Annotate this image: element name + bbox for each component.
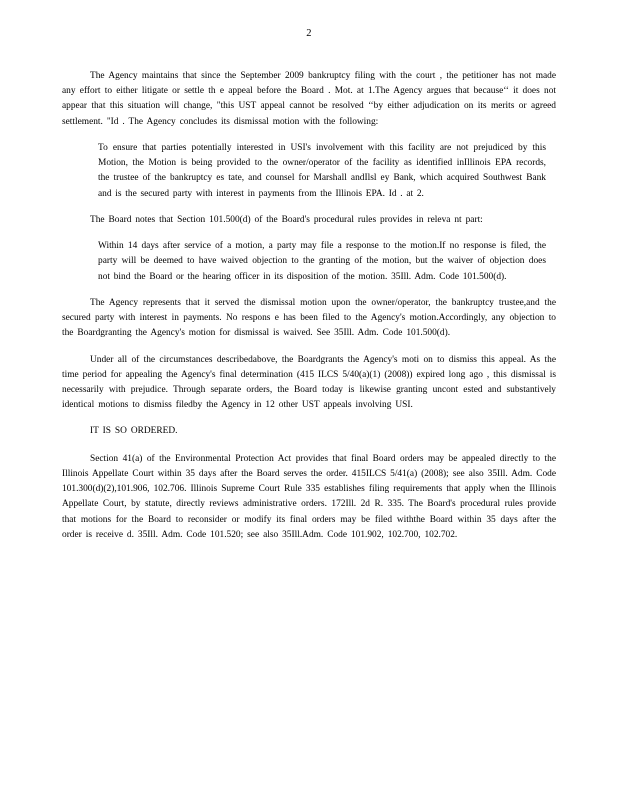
para-it-is-so-ordered: IT IS SO ORDERED. (90, 426, 178, 437)
para-board-notes: The Board notes that Section 101.500(d) of the Board's procedural rules provides in releva nt part: (90, 214, 483, 225)
para-section-41a: Section 41(a) of the Environmental Protection Act provides that final Board orders may be appealed directly to the Illinois Appellate Court within 35 days after the Board serves the order. 415ILCS 5/41(a) (2008); see also 35Ill. Adm. Code 101.300(d)(2),101.906, 102.706. Illinois Supreme Court Rule 335 establishes filing requirements that apply when the Illinois Appellate Court, by statute, directly reviews administrative orders. 172Ill. 2d R. 335. The Board's procedural rules provide that motions for the Board to reconsider or modify its final orders may be filed withthe Board within 35 days after the order is receive d. 35Ill. Adm. Code 101.520; see also 35Ill.Adm. Code 101.902, 102.700, 102.702. (62, 453, 556, 540)
para-agency-maintains: The Agency maintains that since the September 2009 bankruptcy filing with the court , the petitioner has not made any effort to either litigate or settle th e appeal before the Board . Mot. at 1.The Agency argues that because‘‘ it does not appear that this situation will change, "this UST appeal cannot be resolved ‘‘by either adjudication on its merits or agreed settlement. "Id . The Agency concludes its dismissal motion with the following: (62, 71, 556, 127)
quote-ensure-parties: To ensure that parties potentially interested in USI's involvement with this facility are not prejudiced by this Motion, the Motion is being provided to the owner/operator of the facility as identified inIllinois EPA records, the trustee of the bankruptcy es tate, and counsel for Marshall andIlsl ey Bank, which acquired Southwest Bank and is the secured party with interest in payments from the Illinois EPA. Id . at 2. (98, 142, 546, 199)
page-number: 2 (306, 28, 312, 39)
para-under-circumstances: Under all of the circumstances describedabove, the Boardgrants the Agency's moti on to dismiss this appeal. As the time period for appealing the Agency's final determination (415 ILCS 5/40(a)(1) (2008)) expired long ago , this dismissal is necessarily with prejudice. Through separate orders, the Board today is likewise granting uncont ested and substantively identical motions to dismiss filedby the Agency in 12 other UST appeals involving USI. (62, 354, 556, 411)
quote-within-14-days: Within 14 days after service of a motion, a party may file a response to the motion.If no response is filed, the party will be deemed to have waived objection to the granting of the motion, but the waiver of objection does not bind the Board or the hearing officer in its disposition of the motion. 35Ill. Adm. Code 101.500(d). (98, 241, 546, 282)
para-agency-represents: The Agency represents that it served the dismissal motion upon the owner/operator, the bankruptcy trustee,and the secured party with interest in payments. No respons e has been filed to the Agency's motion.Accordingly, any objection to the Boardgranting the Agency's motion for dismissal is waived. See 35Ill. Adm. Code 101.500(d). (62, 297, 556, 339)
